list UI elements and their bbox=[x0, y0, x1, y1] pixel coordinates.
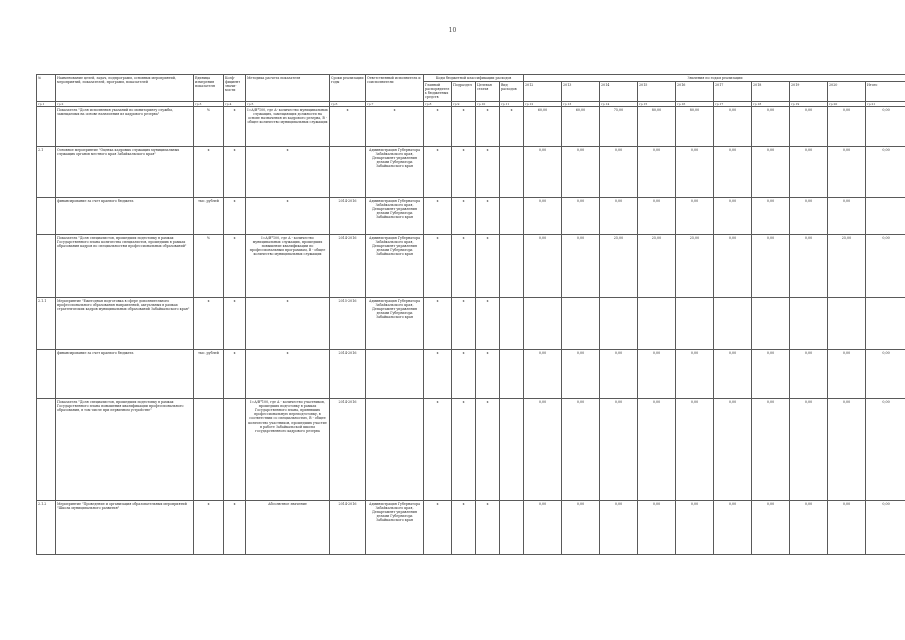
header-year: 2014 bbox=[600, 82, 638, 102]
row-total: 0,00 bbox=[866, 147, 905, 198]
row-year-value: 0,00 bbox=[600, 350, 638, 399]
column-index: гр.18 bbox=[752, 102, 790, 107]
header-term: Сроки реализации годы bbox=[330, 75, 366, 102]
row-year-value: 25,00 bbox=[828, 235, 866, 298]
row-method: Абсолютное значение bbox=[246, 501, 330, 555]
row-term: 2014-2016 bbox=[330, 399, 366, 501]
header-year: 2017 bbox=[714, 82, 752, 102]
header-budget-type: Вид расходов bbox=[500, 82, 524, 102]
row-num bbox=[37, 198, 56, 235]
row-year-value: 0,00 bbox=[676, 147, 714, 198]
row-name: финансирование за счет краевого бюджета bbox=[56, 198, 194, 235]
column-index: гр.20 bbox=[828, 102, 866, 107]
row-year-value: 0,00 bbox=[752, 235, 790, 298]
row-budget-target: х bbox=[476, 501, 500, 555]
row-year-value bbox=[600, 298, 638, 350]
row-year-value: 0,00 bbox=[676, 399, 714, 501]
row-year-value: 0,00 bbox=[790, 235, 828, 298]
row-year-value: 0,00 bbox=[524, 350, 562, 399]
row-year-value: 0,00 bbox=[790, 399, 828, 501]
row-year-value: 0,00 bbox=[790, 350, 828, 399]
row-term: 2014-2016 bbox=[330, 235, 366, 298]
row-budget-type bbox=[500, 235, 524, 298]
row-budget-section: х bbox=[452, 399, 476, 501]
row-budget-target: х bbox=[476, 198, 500, 235]
row-budget-admin: х bbox=[424, 350, 452, 399]
row-year-value bbox=[524, 298, 562, 350]
row-year-value: 0,00 bbox=[714, 399, 752, 501]
row-year-value: 0,00 bbox=[524, 501, 562, 555]
row-unit: тыс. рублей bbox=[194, 350, 224, 399]
row-budget-section: х bbox=[452, 147, 476, 198]
row-year-value: 0,00 bbox=[524, 235, 562, 298]
row-year-value: 0,00 bbox=[638, 198, 676, 235]
header-budget-admin: Главный распорядитель бюджетных средств bbox=[424, 82, 452, 102]
row-unit: х bbox=[194, 501, 224, 555]
row-year-value: 0,00 bbox=[752, 399, 790, 501]
row-year-value: 0,00 bbox=[828, 107, 866, 147]
row-budget-admin: х bbox=[424, 501, 452, 555]
row-name: финансирование за счет краевого бюджета bbox=[56, 350, 194, 399]
row-year-value: 0,00 bbox=[524, 399, 562, 501]
row-total: 0,00 bbox=[866, 107, 905, 147]
row-total: 0,00 bbox=[866, 235, 905, 298]
row-year-value: 0,00 bbox=[714, 107, 752, 147]
header-year: 2018 bbox=[752, 82, 790, 102]
row-year-value: 0,00 bbox=[714, 147, 752, 198]
column-index: гр.7 bbox=[366, 102, 424, 107]
header-coef: Коэф-фициент значи-мости bbox=[224, 75, 246, 102]
row-budget-section: х bbox=[452, 501, 476, 555]
row-responsible: Администрация Губернатора Забайкальского края, Департамент управления делами Губернатора Забайкальского края bbox=[366, 235, 424, 298]
row-method: I=А/В*100, где А - количество муниципальных служащих, прошедших повышение квалификации по профессиональным программам, В - общее количество муниципальных служащих bbox=[246, 235, 330, 298]
column-index: гр.4 bbox=[224, 102, 246, 107]
row-name: Показатель "Доля специалистов, прошедших подготовку в рамках Государственного плана повышения квалификации профессионального образования, в том числе при первичном устройстве" bbox=[56, 399, 194, 501]
row-year-value: 0,00 bbox=[790, 198, 828, 235]
row-responsible bbox=[366, 399, 424, 501]
row-responsible: х bbox=[366, 107, 424, 147]
column-index: гр.17 bbox=[714, 102, 752, 107]
row-budget-admin: х bbox=[424, 198, 452, 235]
column-index: гр.21 bbox=[866, 102, 905, 107]
row-year-value: 0,00 bbox=[714, 501, 752, 555]
row-year-value: 25,00 bbox=[638, 235, 676, 298]
header-year: 2013 bbox=[562, 82, 600, 102]
row-total: 0,00 bbox=[866, 501, 905, 555]
row-year-value: 0,00 bbox=[752, 147, 790, 198]
row-year-value: 0,00 bbox=[600, 147, 638, 198]
row-budget-type: х bbox=[500, 107, 524, 147]
table-row bbox=[37, 235, 905, 298]
table-row bbox=[37, 350, 905, 399]
page-number: 10 bbox=[448, 27, 457, 34]
program-table bbox=[36, 74, 905, 555]
column-index: гр.12 bbox=[524, 102, 562, 107]
row-method: х bbox=[246, 298, 330, 350]
row-name: Мероприятие "Ежегодная подготовка в сфере дополнительного профессионального образования направлений, актуальных в рамках стратегических кадров муниципальных образований Забайкальского края" bbox=[56, 298, 194, 350]
row-budget-section: х bbox=[452, 107, 476, 147]
row-num bbox=[37, 399, 56, 501]
row-term: 2014-2016 bbox=[330, 501, 366, 555]
row-responsible: Администрация Губернатора Забайкальского края, Департамент управления делами Губернатора Забайкальского края bbox=[366, 147, 424, 198]
row-year-value: 80,00 bbox=[638, 107, 676, 147]
row-coef: х bbox=[224, 298, 246, 350]
row-method: х bbox=[246, 147, 330, 198]
row-year-value: 0,00 bbox=[714, 235, 752, 298]
column-index: гр.10 bbox=[476, 102, 500, 107]
row-year-value: 60,00 bbox=[562, 107, 600, 147]
row-year-value: 0,00 bbox=[714, 350, 752, 399]
header-total: Итого bbox=[866, 82, 905, 102]
row-unit: % bbox=[194, 235, 224, 298]
row-year-value: 80,00 bbox=[676, 107, 714, 147]
row-year-value: 0,00 bbox=[524, 198, 562, 235]
row-responsible: Администрация Губернатора Забайкальского края, Департамент управления делами Губернатора Забайкальского края bbox=[366, 198, 424, 235]
header-budget-group: Коды бюджетной классификации расходов bbox=[424, 75, 524, 82]
row-budget-type bbox=[500, 399, 524, 501]
row-year-value: 60,00 bbox=[524, 107, 562, 147]
row-year-value: 0,00 bbox=[562, 147, 600, 198]
row-year-value: 0,00 bbox=[562, 198, 600, 235]
column-index: гр.8 bbox=[424, 102, 452, 107]
table-row bbox=[37, 198, 905, 235]
row-year-value: 0,00 bbox=[524, 147, 562, 198]
row-year-value: 0,00 bbox=[562, 501, 600, 555]
row-budget-admin: х bbox=[424, 399, 452, 501]
row-name: Показатель "Доля специалистов, прошедших подготовку в рамках Государственного плана количества специалистов, прошедших в рамках образования кадров по специальностям профессиональных образований" bbox=[56, 235, 194, 298]
row-num bbox=[37, 235, 56, 298]
row-budget-type bbox=[500, 198, 524, 235]
row-method: х bbox=[246, 198, 330, 235]
table-row bbox=[37, 399, 905, 501]
row-year-value: 0,00 bbox=[638, 350, 676, 399]
column-index: гр.3 bbox=[194, 102, 224, 107]
row-year-value: 0,00 bbox=[638, 147, 676, 198]
header-year: 2019 bbox=[790, 82, 828, 102]
row-name: Основное мероприятие "Оценка кадровых служащих муниципальных служащих органов местного края Забайкальского края" bbox=[56, 147, 194, 198]
header-years-group: Значения по годам реализации bbox=[524, 75, 905, 82]
header-year: 2016 bbox=[676, 82, 714, 102]
row-year-value: 0,00 bbox=[828, 198, 866, 235]
row-year-value: 75,00 bbox=[600, 107, 638, 147]
row-year-value: 0,00 bbox=[638, 501, 676, 555]
row-year-value: 0,00 bbox=[790, 501, 828, 555]
row-unit: х bbox=[194, 147, 224, 198]
row-term bbox=[330, 147, 366, 198]
column-index: гр.16 bbox=[676, 102, 714, 107]
row-year-value: 0,00 bbox=[638, 399, 676, 501]
row-budget-section: х bbox=[452, 235, 476, 298]
row-num: 2.1 bbox=[37, 147, 56, 198]
row-name: Мероприятие "Проведение и организация образовательных мероприятий "Школа муниципального развития" bbox=[56, 501, 194, 555]
row-term: 2014-2016 bbox=[330, 350, 366, 399]
row-term: 2014-2016 bbox=[330, 198, 366, 235]
column-index: гр.11 bbox=[500, 102, 524, 107]
row-coef: х bbox=[224, 350, 246, 399]
row-budget-type bbox=[500, 350, 524, 399]
row-year-value bbox=[752, 298, 790, 350]
row-year-value: 0,00 bbox=[600, 501, 638, 555]
row-method: I=А/В*100, где А- количество муниципальных служащих, замещающих должности на основе назначения из кадрового резерва, В - общее количество муниципальных служащих bbox=[246, 107, 330, 147]
column-index: гр.9 bbox=[452, 102, 476, 107]
column-index: гр.2 bbox=[56, 102, 194, 107]
row-budget-target: х bbox=[476, 298, 500, 350]
row-num bbox=[37, 350, 56, 399]
row-budget-target: х bbox=[476, 147, 500, 198]
row-year-value: 25,00 bbox=[676, 235, 714, 298]
header-budget-target: Целевая статья bbox=[476, 82, 500, 102]
row-responsible: Администрация Губернатора Забайкальского края, Департамент управления делами Губернатора Забайкальского края bbox=[366, 298, 424, 350]
row-budget-admin: х bbox=[424, 235, 452, 298]
row-year-value: 0,00 bbox=[676, 350, 714, 399]
row-responsible: Администрация Губернатора Забайкальского края, Департамент управления делами Губернатора Забайкальского края bbox=[366, 501, 424, 555]
row-num: 2.1.2 bbox=[37, 501, 56, 555]
header-responsible: Ответственный исполнитель и соисполнители bbox=[366, 75, 424, 102]
column-index: гр.19 bbox=[790, 102, 828, 107]
row-unit: тыс. рублей bbox=[194, 198, 224, 235]
row-year-value bbox=[676, 298, 714, 350]
row-year-value: 0,00 bbox=[790, 107, 828, 147]
row-year-value: 0,00 bbox=[828, 399, 866, 501]
row-term: х bbox=[330, 107, 366, 147]
table-row bbox=[37, 147, 905, 198]
row-year-value bbox=[562, 298, 600, 350]
row-budget-section: х bbox=[452, 350, 476, 399]
header-method: Методика расчета показателя bbox=[246, 75, 330, 102]
column-index: гр.5 bbox=[246, 102, 330, 107]
row-year-value: 0,00 bbox=[676, 198, 714, 235]
row-budget-type bbox=[500, 147, 524, 198]
row-method: I=А/В*100, где А - количество участников, прошедших подготовку в рамках Государственного плана, принявших профессиональную переподготовку, в соответствии со специальностью, В - общее количество участников, прошедших участие в работе Забайкальской школы государственного кадрового резерва bbox=[246, 399, 330, 501]
row-year-value: 0,00 bbox=[828, 350, 866, 399]
header-num: № bbox=[37, 75, 56, 102]
row-year-value: 0,00 bbox=[828, 147, 866, 198]
row-year-value bbox=[828, 298, 866, 350]
row-coef: х bbox=[224, 198, 246, 235]
header-year: 2020 bbox=[828, 82, 866, 102]
row-year-value: 0,00 bbox=[752, 501, 790, 555]
table-row bbox=[37, 107, 905, 147]
column-index: гр.13 bbox=[562, 102, 600, 107]
row-budget-section: х bbox=[452, 198, 476, 235]
header-year: 2015 bbox=[638, 82, 676, 102]
row-budget-admin: х bbox=[424, 298, 452, 350]
row-budget-target: х bbox=[476, 107, 500, 147]
row-year-value: 25,00 bbox=[600, 235, 638, 298]
row-year-value: 0,00 bbox=[600, 198, 638, 235]
row-year-value bbox=[714, 298, 752, 350]
row-year-value: 0,00 bbox=[828, 501, 866, 555]
row-unit: х bbox=[194, 298, 224, 350]
header-budget-section: Подраздел bbox=[452, 82, 476, 102]
row-coef bbox=[224, 399, 246, 501]
row-coef: х bbox=[224, 235, 246, 298]
row-year-value bbox=[790, 298, 828, 350]
row-total: 0,00 bbox=[866, 350, 905, 399]
row-method: х bbox=[246, 350, 330, 399]
table-row bbox=[37, 298, 905, 350]
header-name: Наименование целей, задач, подпрограмм, основных мероприятий, мероприятий, показателей, программ, показателей bbox=[56, 75, 194, 102]
row-name: Показатель "Доля исполнения указаний по мониторингу службы, замещаемых на основе назначения из кадрового резерва" bbox=[56, 107, 194, 147]
row-num bbox=[37, 107, 56, 147]
row-year-value: 0,00 bbox=[562, 350, 600, 399]
row-unit bbox=[194, 399, 224, 501]
row-total bbox=[866, 198, 905, 235]
row-budget-admin: х bbox=[424, 107, 452, 147]
row-year-value: 0,00 bbox=[600, 399, 638, 501]
header-year: 2012 bbox=[524, 82, 562, 102]
row-budget-target: х bbox=[476, 350, 500, 399]
row-year-value: 0,00 bbox=[562, 399, 600, 501]
row-year-value: 0,00 bbox=[676, 501, 714, 555]
row-year-value: 0,00 bbox=[752, 350, 790, 399]
row-year-value bbox=[638, 298, 676, 350]
row-budget-target: х bbox=[476, 399, 500, 501]
column-index: гр.14 bbox=[600, 102, 638, 107]
row-responsible bbox=[366, 350, 424, 399]
row-budget-type bbox=[500, 298, 524, 350]
row-budget-target: х bbox=[476, 235, 500, 298]
row-budget-section: х bbox=[452, 298, 476, 350]
column-index: гр.6 bbox=[330, 102, 366, 107]
row-term: 2015-2016 bbox=[330, 298, 366, 350]
row-year-value: 0,00 bbox=[714, 198, 752, 235]
row-coef: х bbox=[224, 107, 246, 147]
row-total: 0,00 bbox=[866, 399, 905, 501]
row-unit: % bbox=[194, 107, 224, 147]
column-index: гр.15 bbox=[638, 102, 676, 107]
table-row bbox=[37, 501, 905, 555]
row-year-value: 0,00 bbox=[562, 235, 600, 298]
row-year-value: 0,00 bbox=[790, 147, 828, 198]
row-budget-admin: х bbox=[424, 147, 452, 198]
row-total bbox=[866, 298, 905, 350]
row-year-value: 0,00 bbox=[752, 107, 790, 147]
row-coef: х bbox=[224, 147, 246, 198]
row-year-value: 0,00 bbox=[752, 198, 790, 235]
header-unit: Единица измерения показателя bbox=[194, 75, 224, 102]
row-num: 2.1.1 bbox=[37, 298, 56, 350]
row-budget-type bbox=[500, 501, 524, 555]
row-coef: х bbox=[224, 501, 246, 555]
column-index: гр.1 bbox=[37, 102, 56, 107]
